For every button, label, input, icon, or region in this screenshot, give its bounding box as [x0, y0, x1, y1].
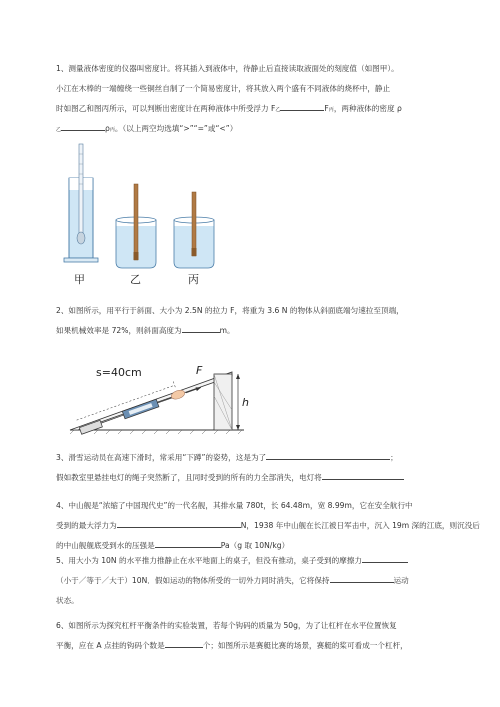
subscript-bing-2: 丙 [109, 127, 115, 133]
q1-blank-buoyancy[interactable] [280, 101, 324, 111]
cylinder-jia [64, 144, 98, 262]
height-label: h [242, 396, 249, 409]
q4-line-2: 受到的最大浮力为 N，1938 年中山舰在长江被日军击中，沉入 19m 深的江底，则沉没后 [56, 516, 468, 536]
question-3 [56, 448, 468, 488]
force-label: F [196, 364, 203, 377]
q3-blank-lamp[interactable] [322, 470, 404, 480]
q2-line-2: 如果机械效率是 72%，则斜面高度为 m。 [56, 321, 468, 341]
subscript-bing: 丙 [328, 107, 334, 113]
question-2 [56, 301, 468, 341]
q5-line-1: 5、用大小为 10N 的水平推力推静止在水平地面上的桌子，但没有推动，桌子受到的摩擦力 [56, 551, 468, 571]
distance-label: s=40cm [96, 366, 142, 379]
q3-blank-purpose[interactable] [266, 450, 390, 460]
q1-line-4: 乙 ρ丙。（以上两空均选填“>”“=”或“<”） [56, 119, 468, 139]
q4-blank-buoyancy[interactable] [117, 518, 241, 528]
incline-figure [64, 346, 284, 438]
q2-blank-height[interactable] [182, 323, 220, 333]
q2-line-1: 2、如图所示，用平行于斜面、大小为 2.5N 的拉力 F，将重为 3.6 N 的物体从斜面底端匀速拉至顶端， [56, 306, 404, 315]
label-yi: 乙 [130, 273, 141, 286]
label-jia: 甲 [74, 273, 85, 286]
beaker-bing [174, 192, 214, 268]
q4-blank-pressure[interactable] [155, 538, 221, 548]
q5-blank-motion[interactable] [330, 573, 394, 583]
q4-line-1: 4、中山舰是“浓缩了中国现代史”的一代名舰，其排水量 780t，长 64.48m，宽 8.99m，它在安全航行中 [56, 501, 413, 510]
q3-line-1: 3、滑雪运动员在高速下滑时，常采用“下蹲”的姿势，这是为了 ； [56, 448, 468, 468]
subscript-yi: 乙 [275, 107, 281, 113]
question-4 [56, 496, 480, 556]
q4-line-3: 的中山舰舰底受到水的压强是 Pa（g 取 10N/kg） [56, 536, 468, 556]
q5-blank-friction[interactable] [362, 553, 408, 563]
hydrometer-figure [58, 140, 238, 290]
q1-line-1: 1、测量液体密度的仪器叫密度计。将其插入到液体中，待静止后直接读取液面处的刻度值（如图甲）。 [56, 64, 399, 73]
q1-line-2: 小江在木棒的一端缠绕一些铜丝自制了一个简易密度计，将其放入两个盛有不同液体的烧杯中，静止 [56, 84, 391, 93]
q3-line-2: 假如教室里悬挂电灯的绳子突然断了，且同时受到的所有的力全部消失，电灯将 [56, 468, 468, 488]
q5-line-2: （小于／等于／大于）10N．假如运动的物体所受的一切外力同时消失，它将保持 运动 [56, 571, 468, 591]
q6-line-1: 6、如图所示为探究杠杆平衡条件的实验装置，若每个钩码的质量为 50g，为了让杠杆在水平位置恢复 [56, 621, 397, 630]
q6-blank-count[interactable] [165, 638, 203, 648]
subscript-yi-2: 乙 [56, 127, 62, 133]
q6-line-2: 平衡，应在 A 点挂的钩码个数是 个；如图所示是赛艇比赛的场景，赛艇的桨可看成一个杠杆， [56, 636, 468, 656]
q1-line-3: 时如图乙和图丙所示，可以判断出密度计在两种液体中所受浮力 F乙 F丙，两种液体的密度 ρ [56, 99, 468, 119]
question-6 [56, 616, 468, 656]
question-1 [56, 59, 468, 139]
q5-line-3: 状态。 [56, 596, 79, 605]
beaker-yi [116, 184, 156, 268]
q1-blank-density[interactable] [61, 121, 105, 131]
question-5 [56, 551, 468, 611]
label-bing: 丙 [188, 273, 199, 286]
